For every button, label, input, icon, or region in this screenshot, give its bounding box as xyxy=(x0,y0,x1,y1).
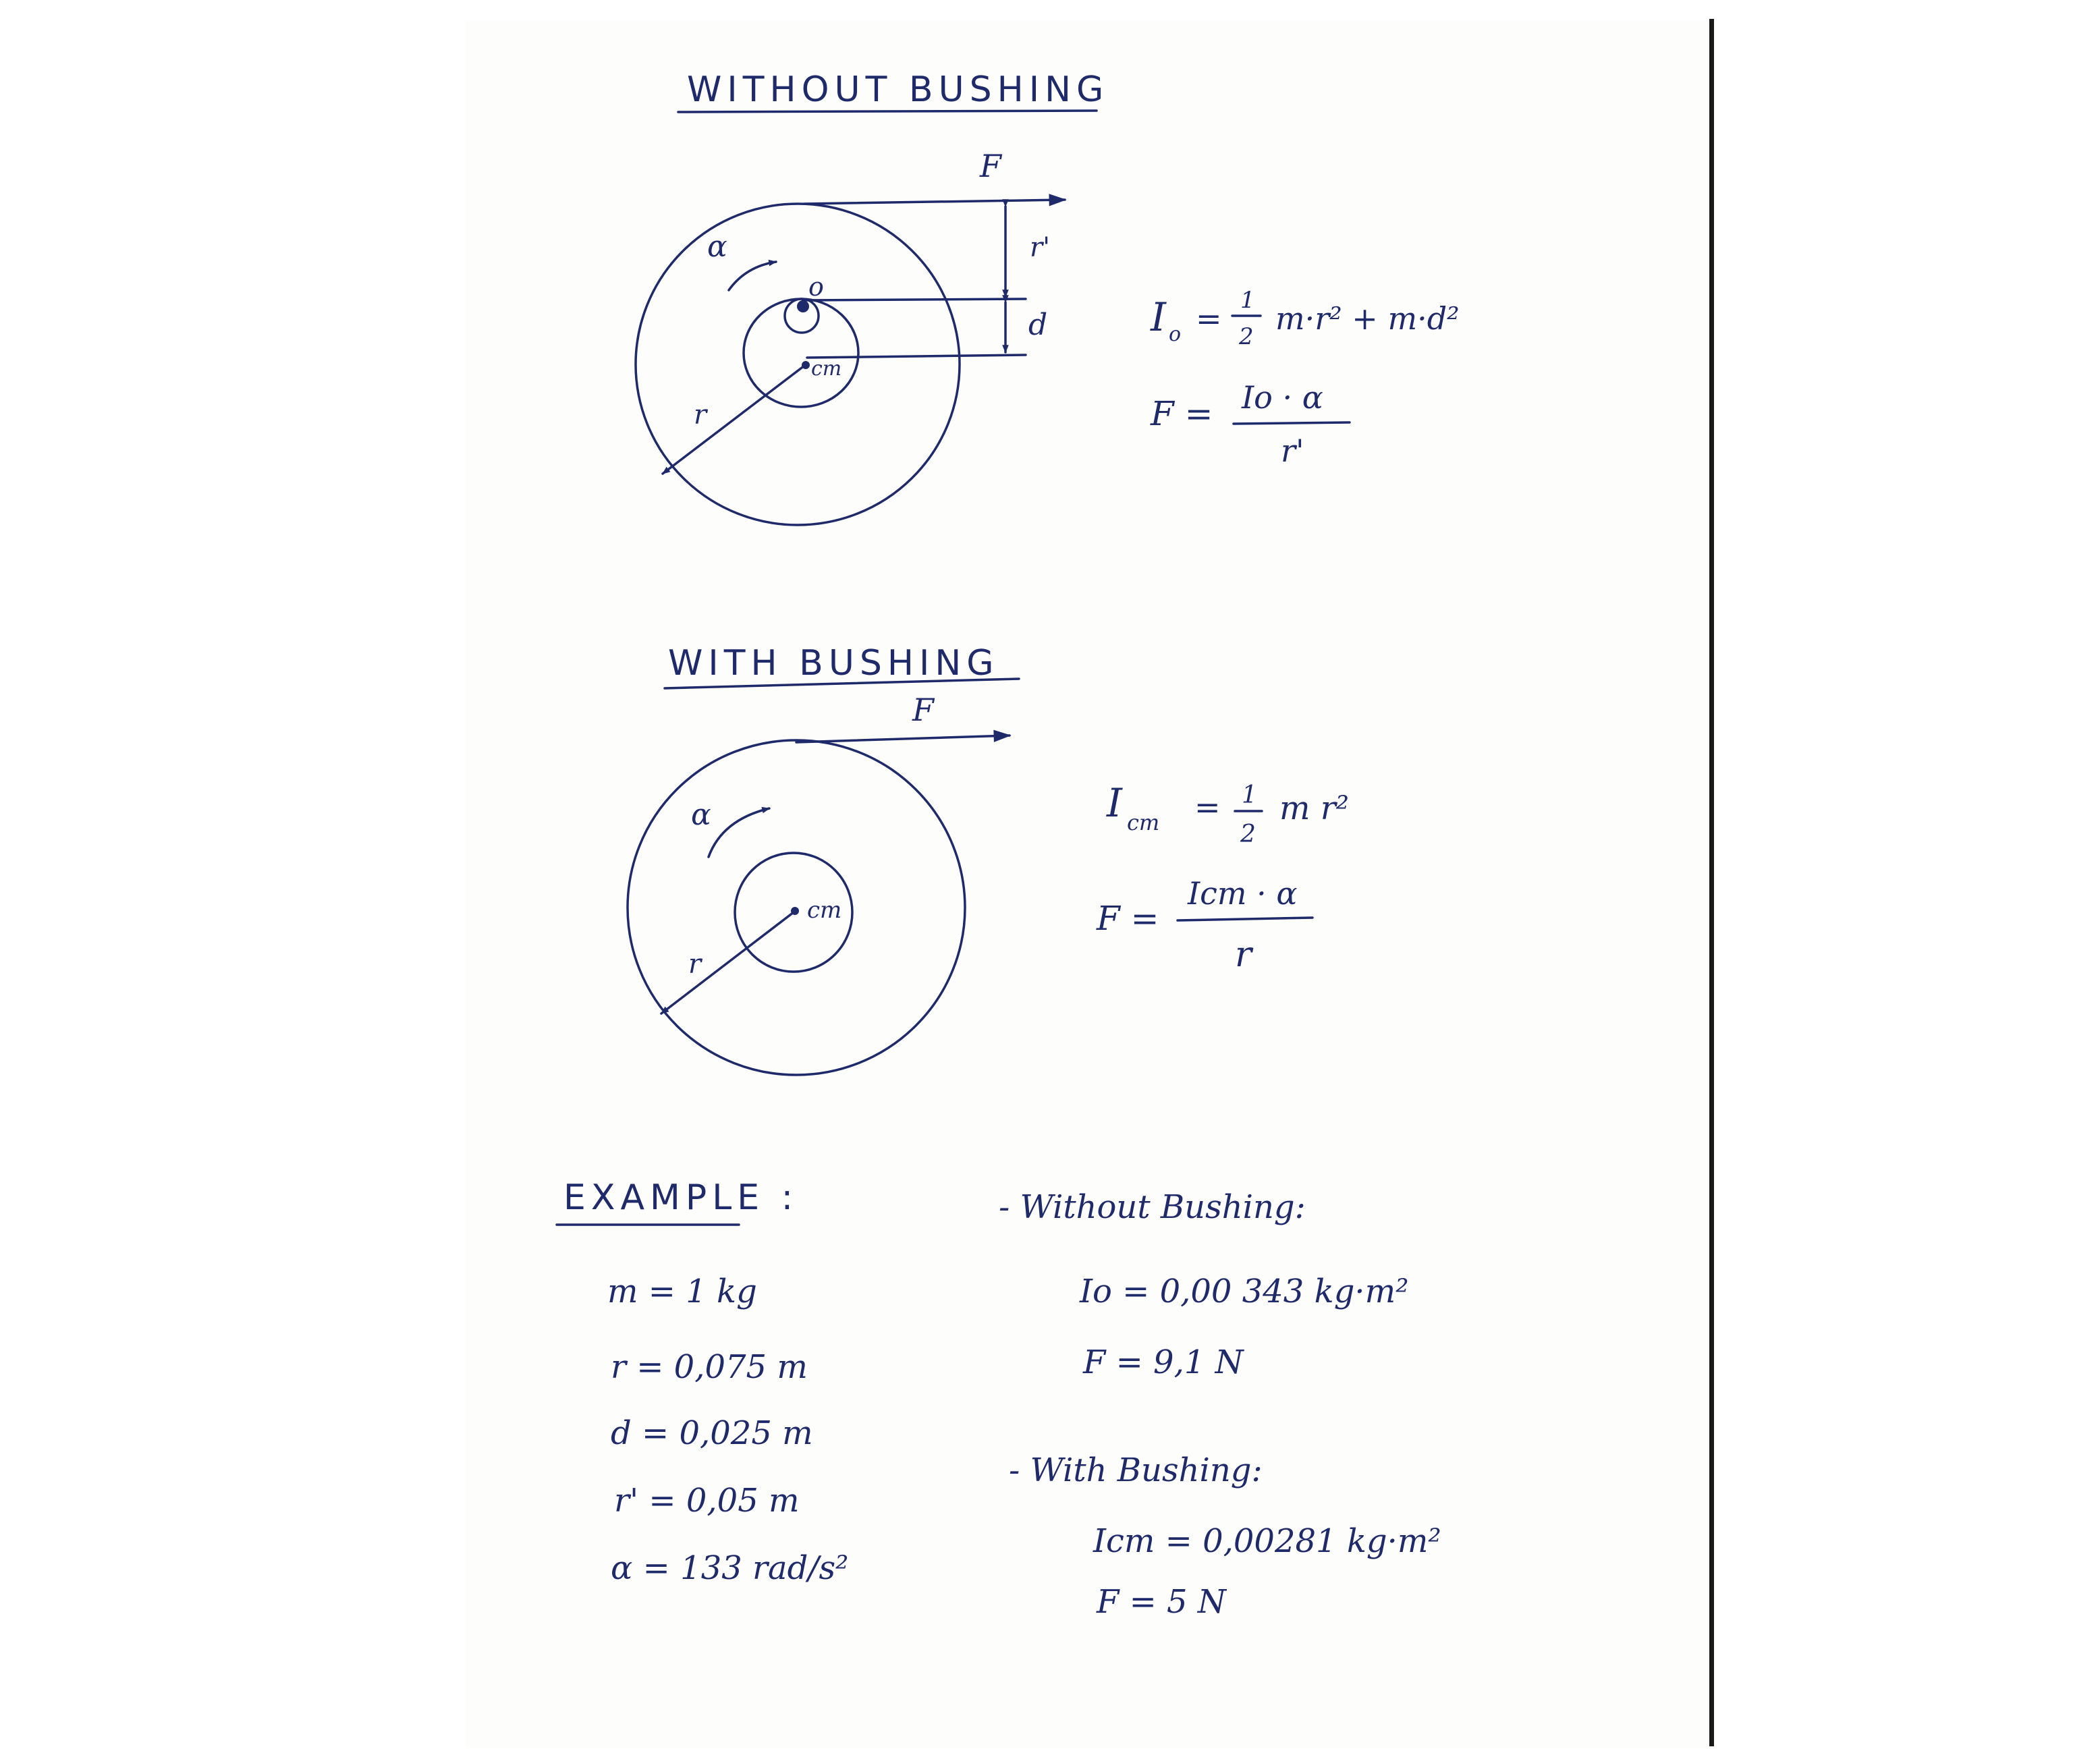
given-mass: m = 1 kg xyxy=(607,1273,757,1310)
force-fraction-bar xyxy=(1234,422,1350,424)
alpha-rotation-arrow xyxy=(729,262,776,290)
given-alpha: α = 133 rad/s² xyxy=(611,1549,849,1587)
force-arrow xyxy=(804,200,1065,204)
label-alpha: α xyxy=(691,798,711,832)
label-origin: o xyxy=(808,272,824,302)
half-denominator: 2 xyxy=(1239,323,1254,350)
force-numerator: Icm · α xyxy=(1188,875,1298,912)
force-denominator: r xyxy=(1235,935,1252,975)
inner-hub xyxy=(744,299,858,407)
outer-disk xyxy=(636,204,960,525)
force-lhs: F = xyxy=(1151,394,1213,433)
force-fraction-bar xyxy=(1178,918,1312,920)
title-with-bushing: WITH BUSHING xyxy=(668,643,999,684)
example-title: EXAMPLE : xyxy=(563,1177,799,1218)
ref-line-o xyxy=(803,299,1026,300)
inertia-rhs: m·r² + m·d² xyxy=(1275,300,1460,337)
without-force: F = 9,1 N xyxy=(1083,1343,1244,1381)
label-r: r xyxy=(688,949,702,980)
given-distance: d = 0,025 m xyxy=(611,1414,813,1452)
inertia-symbol: I xyxy=(1151,294,1166,340)
inertia-symbol: I xyxy=(1107,780,1122,826)
equals-sign: = xyxy=(1194,789,1221,825)
given-radius: r = 0,075 m xyxy=(611,1348,808,1386)
label-r-prime: r' xyxy=(1030,232,1051,263)
section-example xyxy=(557,1177,1441,1621)
force-lhs: F = xyxy=(1097,899,1159,938)
given-r-prime: r' = 0,05 m xyxy=(614,1482,800,1520)
inertia-rhs: m r² xyxy=(1279,789,1349,827)
force-numerator: Io · α xyxy=(1242,379,1323,416)
section-without-bushing xyxy=(636,70,1460,525)
equals-sign: = xyxy=(1196,300,1222,337)
diagram-with-bushing xyxy=(628,692,1010,1075)
section-with-bushing xyxy=(628,643,1349,1075)
force-arrow xyxy=(796,735,1010,742)
pivot-point-o xyxy=(798,301,808,312)
formula-inertia-o xyxy=(1150,287,1460,350)
label-d: d xyxy=(1028,308,1048,342)
formula-force-o xyxy=(1150,379,1350,469)
radius-arrow xyxy=(663,366,804,474)
label-force: F xyxy=(980,148,1001,184)
label-cm: cm xyxy=(811,357,842,381)
half-numerator: 1 xyxy=(1240,287,1255,314)
title-underline xyxy=(678,111,1097,112)
label-cm: cm xyxy=(807,897,842,924)
with-heading: - With Bushing: xyxy=(1009,1451,1263,1489)
inertia-subscript: o xyxy=(1169,323,1182,346)
with-inertia: Icm = 0,00281 kg·m² xyxy=(1093,1522,1441,1560)
label-alpha: α xyxy=(707,229,727,264)
formula-inertia-cm xyxy=(1106,780,1349,848)
formula-force-cm xyxy=(1096,875,1312,975)
example-givens xyxy=(607,1273,848,1587)
without-heading: - Without Bushing: xyxy=(999,1188,1306,1226)
title-without-bushing: WITHOUT BUSHING xyxy=(687,70,1109,110)
without-inertia: Io = 0,00 343 kg·m² xyxy=(1080,1273,1409,1310)
label-r: r xyxy=(694,399,707,431)
label-force: F xyxy=(912,692,934,728)
with-force: F = 5 N xyxy=(1097,1583,1226,1621)
example-with-bushing xyxy=(1009,1451,1441,1621)
diagram-without-bushing xyxy=(636,148,1065,525)
force-denominator: r' xyxy=(1281,433,1304,469)
half-denominator: 2 xyxy=(1240,821,1256,848)
half-numerator: 1 xyxy=(1242,781,1257,809)
inertia-subscript: cm xyxy=(1127,810,1160,835)
example-without-bushing xyxy=(999,1188,1408,1381)
radius-arrow xyxy=(661,912,794,1014)
alpha-rotation-arrow xyxy=(709,808,769,857)
